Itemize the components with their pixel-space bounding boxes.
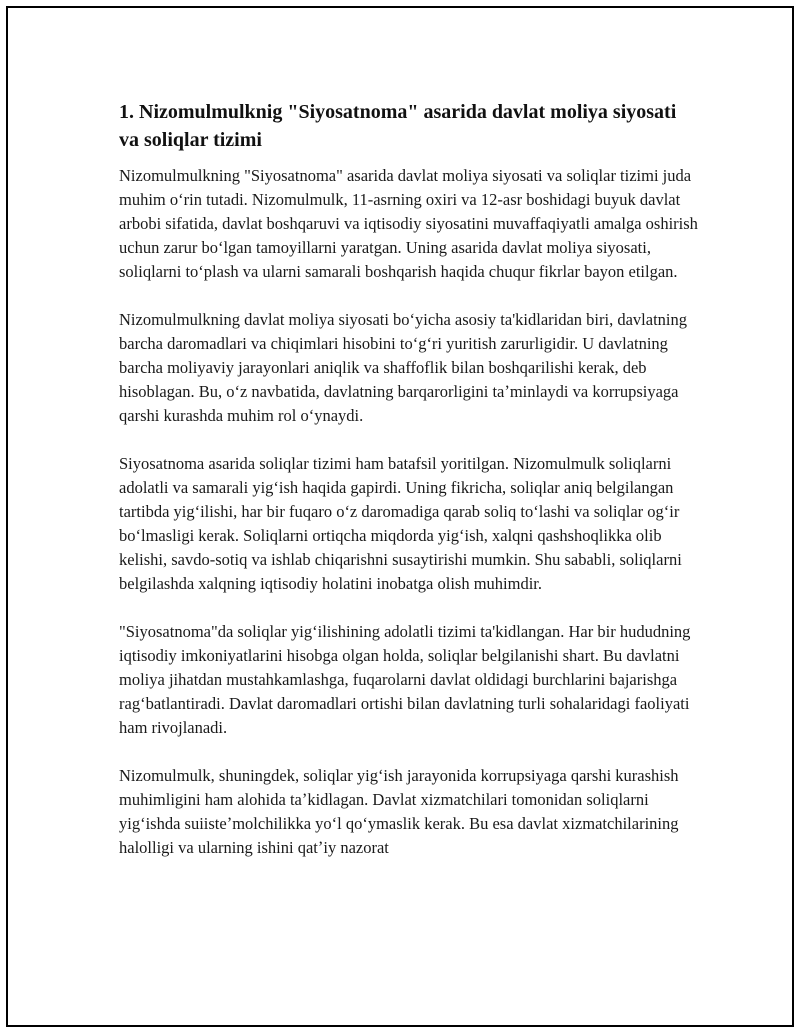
- section-heading: 1. Nizomulmulknig "Siyosatnoma" asarida davlat moliya siyosati va soliqlar tizimi: [119, 101, 677, 151]
- paragraph-2: Nizomulmulkning davlat moliya siyosati boʻyicha asosiy ta'kidlaridan biri, davlatning barcha daromadlari va chiqimlari hisobini toʻgʻri yuritish zarurligidir. U davlatning barcha moliyaviy jarayonlari aniqlik va shaffoflik bilan boshqarilishi kerak, deb hisoblagan. Bu, oʻz navbatida, davlatning barqarorligini taʼminlaydi va korrupsiyaga qarshi kurashda muhim rol oʻynaydi.: [119, 310, 687, 425]
- paragraph-1: Nizomulmulkning "Siyosatnoma" asarida davlat moliya siyosati va soliqlar tizimi juda muhim oʻrin tutadi. Nizomulmulk, 11-asrning oxiri va 12-asr boshidagi buyuk davlat arbobi sifatida, davlat boshqaruvi va iqtisodiy siyosatini muvaffaqiyatli amalga oshirish uchun zarur boʻlgan tamoyillarni yaratgan. Uning asarida davlat moliya siyosati, soliqlarni toʻplash va ularni samarali boshqarish haqida chuqur fikrlar bayon etilgan.: [119, 166, 698, 281]
- paragraph-3: Siyosatnoma asarida soliqlar tizimi ham batafsil yoritilgan. Nizomulmulk soliqlarni adolatli va samarali yigʻish haqida gapirdi. Uning fikricha, soliqlar aniq belgilangan tartibda yigʻilishi, har bir fuqaro oʻz daromadiga qarab soliq toʻlashi va soliqlar ogʻir boʻlmasligi kerak. Soliqlarni ortiqcha miqdorda yigʻish, xalqni qashshoqlikka olib kelishi, savdo-sotiq va ishlab chiqarishni susaytirishi mumkin. Shu sababli, soliqlarni belgilashda xalqning iqtisodiy holatini inobatga olish muhimdir.: [119, 454, 682, 593]
- page-frame: [6, 6, 794, 1027]
- paragraph-5: Nizomulmulk, shuningdek, soliqlar yigʻish jarayonida korrupsiyaga qarshi kurashish muhimligini ham alohida taʼkidlagan. Davlat xizmatchilari tomonidan soliqlarni yigʻishda suiisteʼmolchilikka yoʻl qoʻymaslik kerak. Bu esa davlat xizmatchilarining halolligi va ularning ishini qatʼiy nazorat: [119, 766, 679, 857]
- paragraph-4: "Siyosatnoma"da soliqlar yigʻilishining adolatli tizimi ta'kidlangan. Har bir hududning iqtisodiy imkoniyatlarini hisobga olgan holda, soliqlar belgilanishi shart. Bu davlatni moliya jihatdan mustahkamlashga, fuqarolarni davlat oldidagi burchlarini bajarishga ragʻbatlantiradi. Davlat daromadlari ortishi bilan davlatning turli sohalaridagi faoliyati ham rivojlanadi.: [119, 622, 691, 737]
- document-body: [119, 98, 699, 884]
